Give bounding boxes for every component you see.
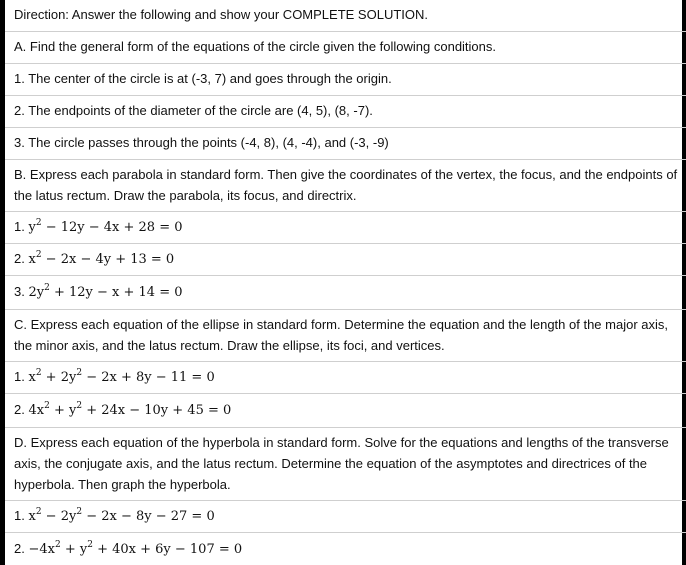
section-b-item-1 bbox=[14, 216, 680, 238]
divider bbox=[5, 211, 686, 212]
divider bbox=[5, 63, 686, 64]
divider bbox=[5, 95, 686, 96]
section-c-item-1 bbox=[14, 366, 680, 388]
section-d-item-1 bbox=[14, 505, 680, 527]
item-number: 1. bbox=[14, 369, 29, 384]
divider bbox=[5, 500, 686, 501]
section-a-item-1: 1. The center of the circle is at (-3, 7) and goes through the origin. bbox=[14, 71, 392, 86]
item-number: 1. bbox=[14, 508, 29, 523]
divider bbox=[5, 427, 686, 428]
item-number: 3. bbox=[14, 284, 29, 299]
divider bbox=[5, 243, 686, 244]
divider bbox=[5, 532, 686, 533]
direction-text: Direction: Answer the following and show your COMPLETE SOLUTION. bbox=[14, 7, 428, 22]
item-number: 2. bbox=[14, 402, 29, 417]
section-b-item-2 bbox=[14, 248, 680, 270]
divider bbox=[5, 127, 686, 128]
divider bbox=[5, 31, 686, 32]
section-d-item-2 bbox=[14, 538, 680, 560]
divider bbox=[5, 361, 686, 362]
item-number: 2. bbox=[14, 251, 29, 266]
section-a-heading: A. Find the general form of the equations of the circle given the following conditions. bbox=[14, 39, 497, 54]
section-b-item-3 bbox=[14, 281, 680, 303]
divider bbox=[5, 393, 686, 394]
parabola-equation-1: $y^2 - 12y - 4x + 28 = 0$ bbox=[28, 217, 183, 235]
parabola-equation-3: $2y^2 + 12y - x + 14 = 0$ bbox=[28, 282, 183, 300]
ellipse-equation-1: $x^2 + 2y^2 - 2x + 8y - 11 = 0$ bbox=[28, 367, 215, 385]
hyperbola-equation-1: $x^2 - 2y^2 - 2x - 8y - 27 = 0$ bbox=[28, 506, 215, 524]
ellipse-equation-2: $4x^2 + y^2 + 24x - 10y + 45 = 0$ bbox=[28, 400, 232, 418]
section-a-item-3: 3. The circle passes through the points (-4, 8), (4, -4), and (-3, -9) bbox=[14, 135, 389, 150]
parabola-equation-2: $x^2 - 2x - 4y + 13 = 0$ bbox=[28, 249, 175, 267]
section-c-heading: C. Express each equation of the ellipse in standard form. Determine the equation and the length of the major axis, the minor axis, and the latus rectum. Draw the ellipse, its foci, and vertices. bbox=[14, 317, 668, 353]
section-c-item-2 bbox=[14, 399, 680, 421]
divider bbox=[5, 275, 686, 276]
section-a-item-2: 2. The endpoints of the diameter of the circle are (4, 5), (8, -7). bbox=[14, 103, 373, 118]
divider bbox=[5, 159, 686, 160]
item-number: 2. bbox=[14, 541, 29, 556]
item-number: 1. bbox=[14, 219, 29, 234]
section-b-heading: B. Express each parabola in standard form. Then give the coordinates of the vertex, the focus, and the endpoints of the latus rectum. Draw the parabola, its focus, and directrix. bbox=[14, 167, 678, 203]
hyperbola-equation-2: $-4x^2 + y^2 + 40x + 6y - 107 = 0$ bbox=[28, 539, 243, 557]
divider bbox=[5, 309, 686, 310]
section-d-heading: D. Express each equation of the hyperbola in standard form. Solve for the equations and lengths of the transverse axis, the conjugate axis, and the latus rectum. Determine the equation of the asymptotes and directrices of the hyperbola. Then graph the hyperbola. bbox=[14, 435, 669, 492]
